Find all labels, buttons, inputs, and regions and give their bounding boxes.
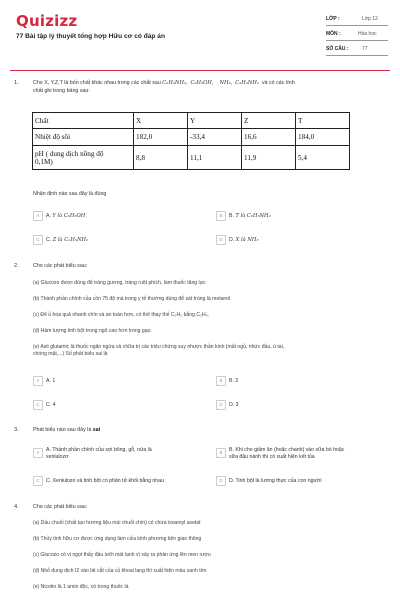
- option-text-line: A. Thành phần chính của sợi bông, gỗ, nứa là: [46, 447, 152, 453]
- formula: C₂H₅NH₂: [235, 80, 260, 86]
- option-text: [229, 447, 344, 461]
- option-text: C. Xenlulozo và tinh bột có phân tử khối bằng nhau: [46, 478, 164, 484]
- option-letter: D: [216, 400, 226, 410]
- meta-count-value: 77: [362, 46, 368, 52]
- option-text: Y là C₆H₅OH: [52, 213, 86, 219]
- statement: (d) Nhỏ dung dịch I2 vào lát cắt của củ khoai lang thì xuất hiện màu xanh tím: [33, 568, 207, 574]
- question-number: 2.: [14, 263, 19, 269]
- option-letter: C: [33, 476, 43, 486]
- answer-option-c[interactable]: [33, 235, 88, 245]
- option-text: B. 2: [229, 378, 239, 384]
- properties-table: [32, 112, 350, 170]
- answer-option-a[interactable]: [33, 376, 55, 386]
- formula: NH₃,: [219, 80, 233, 86]
- option-prefix: D.: [229, 237, 235, 243]
- q1-text-a: Cho X, Y,Z,T là bốn chất khác nhau trong các chất sau: [33, 80, 161, 86]
- header-rule: [10, 70, 390, 71]
- q3-emphasis: sai: [92, 427, 101, 433]
- q1-text-c: chất ghi trong bảng sau:: [33, 88, 90, 94]
- answer-option-c[interactable]: [33, 400, 56, 410]
- table-row: [33, 146, 350, 170]
- answer-option-d[interactable]: [216, 400, 239, 410]
- table-cell: 11,9: [242, 146, 296, 170]
- option-letter: B: [216, 376, 226, 386]
- statement: (e) Nicotin là 1 amin độc, có trong thuốc lá: [33, 584, 129, 590]
- table-cell: 11,1: [188, 146, 242, 170]
- formula: C₆H₅OH,: [190, 80, 214, 86]
- option-text-line: xenlulozơ: [46, 454, 69, 460]
- answer-option-d[interactable]: [216, 235, 259, 245]
- page-title: 77 Bài tập lý thuyết tổng hợp Hữu cơ có đáp án: [16, 33, 165, 40]
- table-cell: Y: [188, 113, 242, 129]
- question-number: 1.: [14, 80, 19, 86]
- option-letter: D: [216, 235, 226, 245]
- meta-subject-value: Hóa học: [358, 31, 377, 37]
- statement: (a) Glucozo được dùng để tráng gương, tráng ruột phích, làm thuốc tăng lực: [33, 280, 206, 286]
- table-cell: Chất: [33, 113, 134, 129]
- option-prefix: A.: [46, 213, 51, 219]
- table-cell: 5,4: [296, 146, 350, 170]
- meta-divider: [326, 40, 388, 41]
- statement: chóng mặt,...) Số phát biểu sai là: [33, 351, 108, 357]
- statement: (c) Để ủ hoa quả nhanh chín và an toàn hơn, có thể thay thế C₂H₂ bằng C₂H₄.: [33, 312, 210, 318]
- option-prefix: C.: [46, 237, 52, 243]
- question-number: 3.: [14, 427, 19, 433]
- answer-option-c[interactable]: [33, 476, 164, 486]
- option-text: C. 4: [46, 402, 56, 408]
- option-text: A. 1: [46, 378, 56, 384]
- statement: (d) Hàm lượng tinh bột trong ngô cao hơn trong gạo.: [33, 328, 152, 334]
- option-text: D. 3: [229, 402, 239, 408]
- table-cell: Nhiệt độ sôi: [33, 129, 134, 146]
- question-text: Cho X, Y,Z,T là bốn chất khác nhau trong các chất sau C₆H₅NH₂, C₆H₅OH, NH₃, C₂H₅NH₂ và có các tính chất ghi trong bảng sau:: [33, 79, 383, 95]
- meta-class-key: LỚP :: [326, 16, 340, 22]
- table-cell: T: [296, 113, 350, 129]
- option-text: Z là C₂H₅NH₂: [52, 237, 89, 243]
- statement: (e) Axit glutamic là thuốc ngăn ngừa và chữa trị các triệu chứng suy nhược thần kinh (mất ngủ, nhức đầu, ù tai,: [33, 344, 285, 350]
- option-letter: D: [216, 476, 226, 486]
- table-row: [33, 113, 350, 129]
- answer-option-b[interactable]: [216, 376, 238, 386]
- meta-count-key: SỐ CÂU :: [326, 46, 349, 52]
- meta-class-value: Lớp 12: [362, 16, 378, 22]
- option-text-line: sữa đậu nành thì có xuất hiện kết tủa: [229, 454, 315, 460]
- option-letter: A: [33, 211, 43, 221]
- option-text: [46, 447, 152, 461]
- option-letter: C: [33, 235, 43, 245]
- table-cell: X: [134, 113, 188, 129]
- option-text: X là NH₃: [235, 237, 259, 243]
- statement: (a) Dầu chuối (chất tạo hương liệu mùi chuối chín) có chứa isoamyl axetat: [33, 520, 201, 526]
- formula: C₆H₅NH₂: [162, 80, 187, 86]
- option-letter: A: [33, 376, 43, 386]
- statement: (b) Thành phần chính của cồn 75 độ mà trong y tế thường dùng để sát trùng là metanol: [33, 296, 231, 302]
- option-letter: A: [33, 448, 43, 458]
- table-cell: 8,8: [134, 146, 188, 170]
- table-row: [33, 129, 350, 146]
- option-text: D. Tinh bột là lương thực của con người: [229, 478, 322, 484]
- table-cell: -33,4: [188, 129, 242, 146]
- option-letter: B: [216, 211, 226, 221]
- table-cell-line: 0,1M): [35, 157, 53, 166]
- table-cell: Z: [242, 113, 296, 129]
- question-prompt: Nhận định nào sau đây là đúng: [33, 191, 107, 197]
- meta-subject-key: MÔN :: [326, 31, 341, 37]
- question-text: [33, 426, 100, 434]
- meta-divider: [326, 55, 388, 56]
- answer-option-b[interactable]: [216, 447, 344, 461]
- option-text-line: B. Khi cho giấm ăn (hoặc chanh) vào sữa bò hoặc: [229, 447, 345, 453]
- q1-text-b: và có các tính: [261, 80, 295, 86]
- option-letter: C: [33, 400, 43, 410]
- table-cell: 184,0: [296, 129, 350, 146]
- table-cell: [33, 146, 134, 170]
- answer-option-a[interactable]: [33, 447, 152, 461]
- statement: (b) Thủy tinh hữu cơ được ứng dụng làm cửa kính phương tiện giao thông: [33, 536, 202, 542]
- table-cell-line: pH ( dung dịch nồng độ: [35, 149, 104, 158]
- quizizz-logo: Quizizz: [16, 12, 78, 30]
- answer-option-a[interactable]: [33, 211, 85, 221]
- option-text: T là C₆H₅NH₂: [235, 213, 271, 219]
- question-text: Cho các phát biểu sau:: [33, 504, 88, 510]
- q3-text: Phát biểu nào sau đây là: [33, 427, 92, 433]
- statement: (c) Glucozo có vị ngọt thấy đầu lưỡi mát lạnh vì xảy ra phản ứng lên men rượu: [33, 552, 211, 558]
- option-prefix: B.: [229, 213, 234, 219]
- answer-option-b[interactable]: [216, 211, 271, 221]
- question-number: 4.: [14, 504, 19, 510]
- question-text: Cho các phát biểu sau:: [33, 263, 88, 269]
- table-cell: 16,6: [242, 129, 296, 146]
- table-cell: 182,0: [134, 129, 188, 146]
- meta-divider: [326, 25, 388, 26]
- answer-option-d[interactable]: [216, 476, 322, 486]
- option-letter: B: [216, 448, 226, 458]
